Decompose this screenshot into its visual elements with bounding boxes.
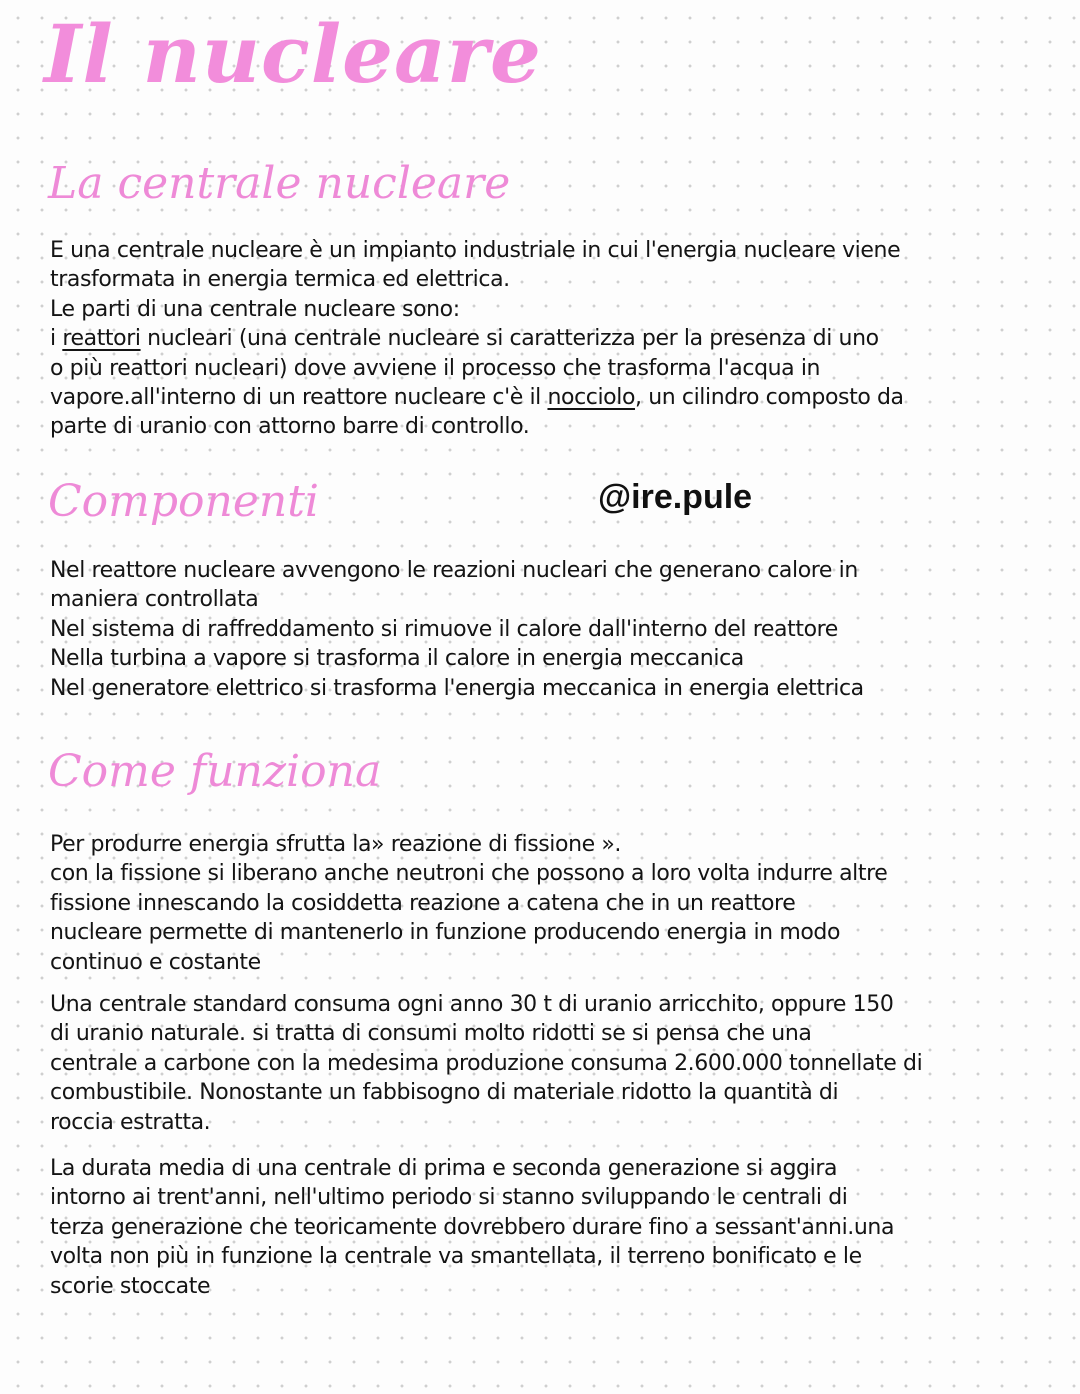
- text-line: Nel sistema di raffreddamento si rimuove il calore dall'interno del reattore: [50, 616, 838, 642]
- text-line: parte di uranio con attorno barre di controllo.: [50, 414, 530, 440]
- text-line: intorno ai trent'anni, nell'ultimo periodo si stanno sviluppando le centrali di: [50, 1185, 848, 1211]
- text-line: Nel reattore nucleare avvengono le reazioni nucleari che generano calore in: [50, 558, 858, 583]
- text-line: E una centrale nucleare è un impianto industriale in cui l'energia nucleare viene: [50, 238, 901, 263]
- text-line: volta non più in funzione la centrale va smantellata, il terreno bonificato e le: [50, 1244, 862, 1270]
- underlined-term-nocciolo: nocciolo: [547, 385, 636, 411]
- heading-componenti: Componenti: [48, 476, 320, 527]
- heading-come-funziona: Come funziona: [48, 746, 382, 797]
- paragraph-componenti: [50, 556, 1050, 703]
- text-line: terza generazione che teoricamente dovrebbero durare fino a sessant'anni.una: [50, 1214, 895, 1240]
- text-line: continuo e costante: [50, 949, 261, 975]
- text-line: Nel generatore elettrico si trasforma l'energia meccanica in energia elettrica: [50, 675, 864, 701]
- author-handle: @ire.pule: [598, 478, 753, 516]
- underlined-term-reattori: reattori: [62, 326, 141, 352]
- text-line: Le parti di una centrale nucleare sono:: [50, 296, 460, 322]
- text-line: roccia estratta.: [50, 1109, 211, 1135]
- text-line: trasformata in energia termica ed elettrica.: [50, 267, 510, 293]
- text-line: scorie stoccate: [50, 1273, 211, 1299]
- text-line: fissione innescando la cosiddetta reazione a catena che in un reattore: [50, 890, 796, 916]
- text-fragment: , un cilindro composto da: [635, 385, 904, 411]
- text-line: La durata media di una centrale di prima e seconda generazione si aggira: [50, 1156, 838, 1181]
- text-line: maniera controllata: [50, 587, 259, 613]
- text-line: [50, 383, 1050, 412]
- text-line: [50, 324, 1050, 353]
- text-line: centrale a carbone con la medesima produzione consuma 2.600.000 tonnellate di: [50, 1050, 923, 1076]
- text-line: Nella turbina a vapore si trasforma il calore in energia meccanica: [50, 646, 744, 672]
- text-line: nucleare permette di mantenerlo in funzione producendo energia in modo: [50, 920, 841, 946]
- page-title: Il nucleare: [44, 7, 542, 101]
- text-line: combustibile. Nonostante un fabbisogno di materiale ridotto la quantità di: [50, 1080, 839, 1106]
- paragraph-durata: [50, 1154, 1050, 1301]
- paragraph-centrale: [50, 236, 1050, 442]
- heading-centrale-nucleare: La centrale nucleare: [48, 158, 511, 209]
- paragraph-consumo: [50, 990, 1050, 1137]
- text-fragment: nucleari (una centrale nucleare si caratterizza per la presenza di uno: [140, 326, 879, 352]
- text-fragment: vapore.all'interno di un reattore nucleare c'è il: [50, 385, 548, 411]
- text-line: di uranio naturale. si tratta di consumi molto ridotti se si pensa che una: [50, 1021, 812, 1047]
- text-line: o più reattori nucleari) dove avviene il processo che trasforma l'acqua in: [50, 355, 821, 381]
- text-line: con la fissione si liberano anche neutroni che possono a loro volta indurre altre: [50, 861, 888, 887]
- paragraph-fissione: [50, 830, 1050, 977]
- text-line: Una centrale standard consuma ogni anno 30 t di uranio arricchito, oppure 150: [50, 992, 894, 1017]
- text-line: Per produrre energia sfrutta la» reazione di fissione ».: [50, 832, 622, 857]
- text-fragment: i: [50, 326, 63, 352]
